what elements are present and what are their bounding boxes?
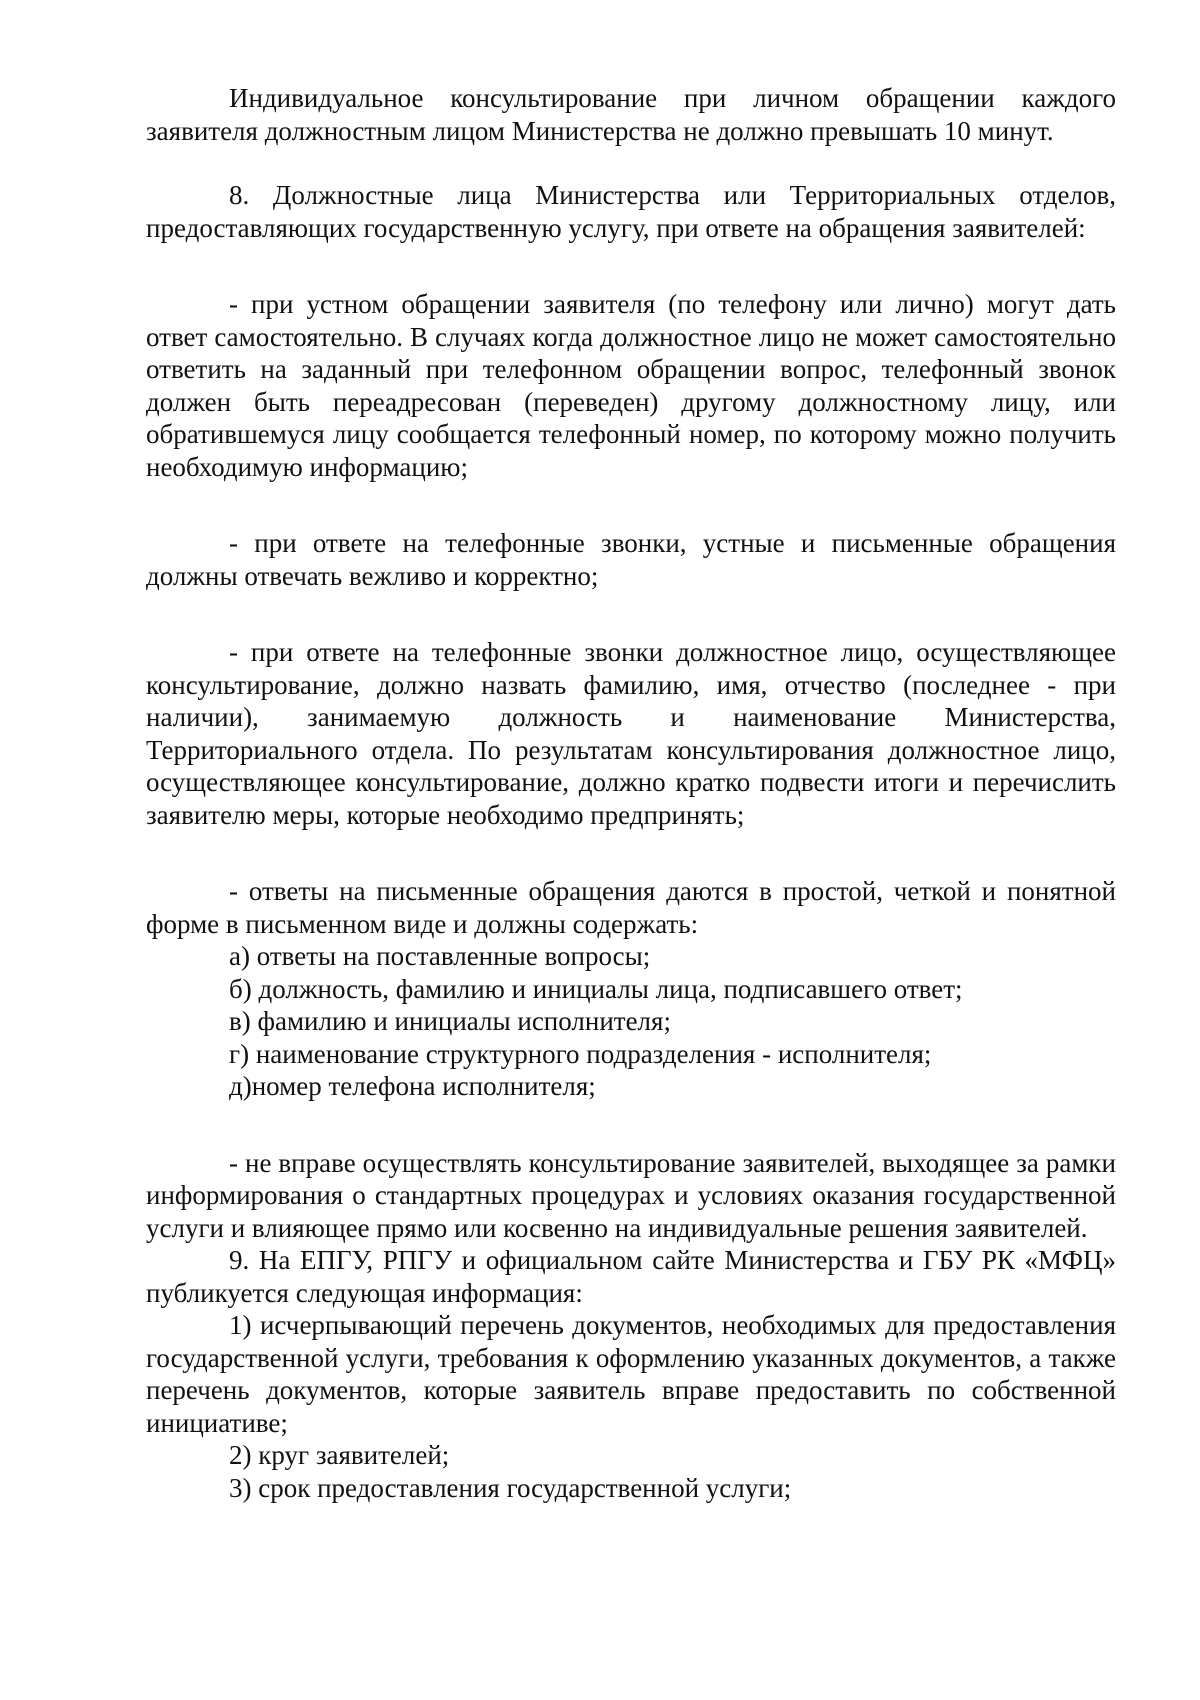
paragraph-section-9: 9. На ЕПГУ, РПГУ и официальном сайте Министерства и ГБУ РК «МФЦ» публикуется следующая информация: [146, 1245, 1116, 1308]
list-item-2: 2) круг заявителей; [229, 1440, 450, 1470]
list-item-d: д)номер телефона исполнителя; [229, 1071, 596, 1101]
paragraph-section-8: 8. Должностные лица Министерства или Территориальных отделов, предоставляющих государственную услугу, при ответе на обращения заявителей: [146, 180, 1116, 243]
paragraph-oral-request: - при устном обращении заявителя (по телефону или лично) могут дать ответ самостоятельно. В случаях когда должностное лицо не может самостоятельно ответить на заданный при телефонном обращении вопрос, телефонный звонок должен быть переадресован (переведен) другому должностному лицу, или обратившемуся лицу сообщается телефонный номер, по которому можно получить необходимую информацию; [146, 289, 1116, 482]
paragraph-phone-answer: - при ответе на телефонные звонки должностное лицо, осуществляющее консультирование, должно назвать фамилию, имя, отчество (последнее - при наличии), занимаемую должность и наименование Министерства, Территориального отдела. По результатам консультирования должностное лицо, осуществляющее консультирование, должно кратко подвести итоги и перечислить заявителю меры, которые необходимо предпринять; [146, 637, 1116, 830]
list-item-1: 1) исчерпывающий перечень документов, необходимых для предоставления государственной услуги, требования к оформлению указанных документов, а также перечень документов, которые заявитель вправе предоставить по собственной инициативе; [146, 1310, 1116, 1438]
paragraph-polite-answer: - при ответе на телефонные звонки, устные и письменные обращения должны отвечать вежливо и корректно; [146, 528, 1116, 591]
paragraph-limits: - не вправе осуществлять консультирование заявителей, выходящее за рамки информирования о стандартных процедурах и условиях оказания государственной услуги и влияющее прямо или косвенно на индивидуальные решения заявителей. [146, 1147, 1116, 1243]
paragraph-consultation-time: Индивидуальное консультирование при личном обращении каждого заявителя должностным лицом Министерства не должно превышать 10 минут. [146, 83, 1116, 146]
list-item-3: 3) срок предоставления государственной услуги; [229, 1472, 792, 1503]
document-body [146, 82, 1116, 1504]
list-item-g: г) наименование структурного подразделения - исполнителя; [229, 1038, 932, 1069]
paragraph-written-answer: - ответы на письменные обращения даются в простой, четкой и понятной форме в письменном виде и должны содержать: [146, 876, 1116, 939]
list-item-a: а) ответы на поставленные вопросы; [229, 941, 651, 971]
list-item-v: в) фамилию и инициалы исполнителя; [229, 1006, 671, 1036]
list-item-b: б) должность, фамилию и инициалы лица, подписавшего ответ; [229, 973, 963, 1004]
